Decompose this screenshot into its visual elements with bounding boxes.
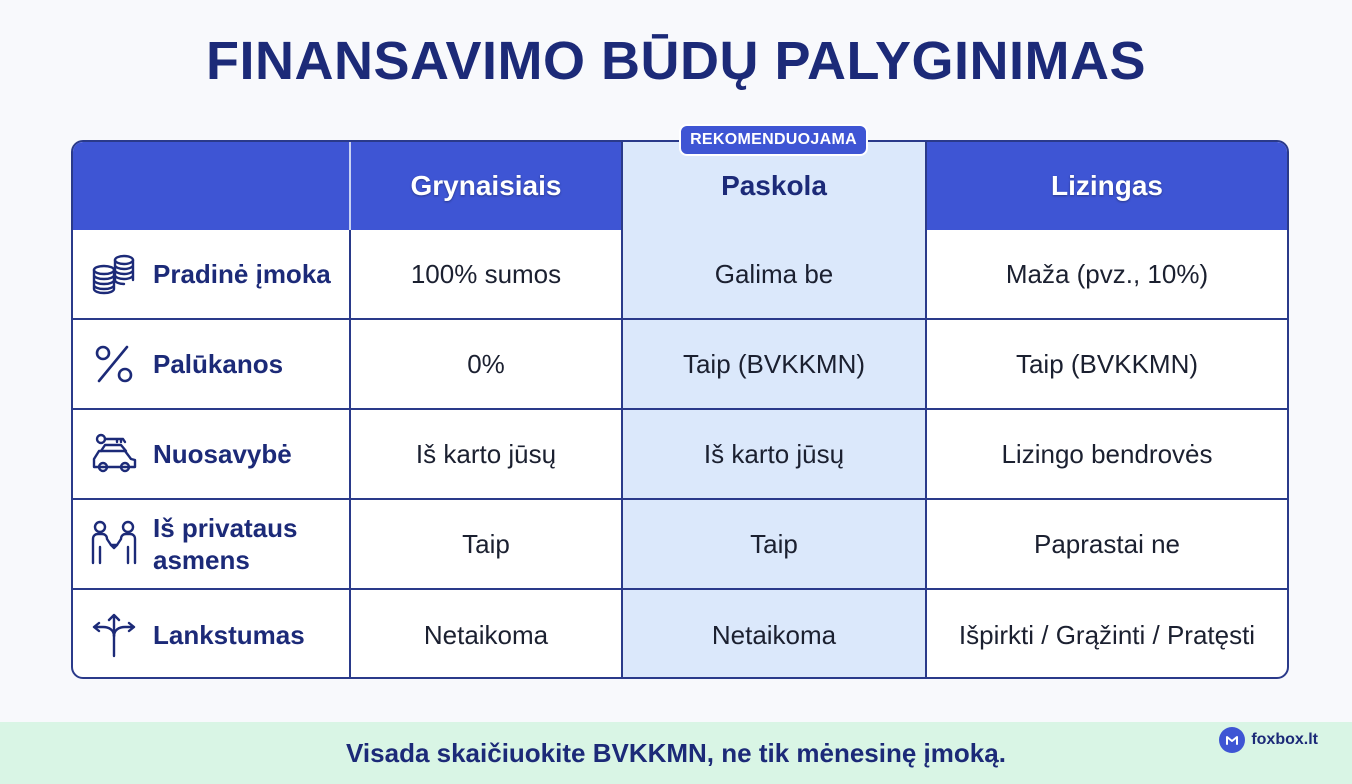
page-title: FINANSAVIMO BŪDŲ PALYGINIMAS — [205, 31, 1147, 91]
row-label-flexibility — [73, 590, 351, 679]
row-label-down-payment — [73, 230, 351, 320]
table-cell: Lizingo bendrovės — [927, 410, 1287, 500]
row-label-text: Palūkanos — [153, 349, 284, 379]
table-cell: Maža (pvz., 10%) — [927, 230, 1287, 320]
brand — [1219, 727, 1318, 753]
row-label-text: Nuosavybė — [153, 439, 292, 469]
table-cell: Iš karto jūsų — [351, 410, 623, 500]
coins-icon — [89, 249, 139, 299]
column-header-cash: Grynaisiais — [351, 142, 623, 230]
percent-icon — [89, 339, 139, 389]
table-cell: Taip (BVKKMN) — [623, 320, 927, 410]
table-cell: Taip — [623, 500, 927, 590]
row-label-text: Pradinė įmoka — [153, 259, 331, 289]
split-arrows-icon — [89, 610, 139, 660]
row-label-private-seller — [73, 500, 351, 590]
brand-name: foxbox.lt — [1251, 731, 1318, 748]
table-cell: 0% — [351, 320, 623, 410]
header-corner — [73, 142, 351, 230]
row-label-ownership — [73, 410, 351, 500]
table-cell: 100% sumos — [351, 230, 623, 320]
table-cell: Galima be — [623, 230, 927, 320]
table-cell: Iš karto jūsų — [623, 410, 927, 500]
comparison-table — [71, 140, 1289, 679]
table-cell: Taip (BVKKMN) — [927, 320, 1287, 410]
car-key-icon — [89, 429, 139, 479]
footer-banner — [0, 722, 1352, 784]
table-cell: Išpirkti / Grąžinti / Pratęsti — [958, 619, 1256, 650]
row-label-text: Lankstumas — [153, 620, 305, 650]
table-cell: Netaikoma — [623, 590, 927, 679]
table-cell: Paprastai ne — [927, 500, 1287, 590]
recommended-badge: REKOMENDUOJAMA — [679, 124, 868, 156]
table-cell: Netaikoma — [351, 590, 623, 679]
handshake-icon — [89, 519, 139, 569]
row-label-interest — [73, 320, 351, 410]
row-label-text: Iš privataus asmens — [153, 513, 298, 575]
column-header-leasing: Lizingas — [927, 142, 1287, 230]
foxbox-logo-icon — [1219, 727, 1245, 753]
footer-note: Visada skaičiuokite BVKKMN, ne tik mėnesinę įmoką. — [346, 737, 1006, 768]
table-cell: Taip — [351, 500, 623, 590]
column-header-loan: Paskola — [623, 142, 927, 230]
